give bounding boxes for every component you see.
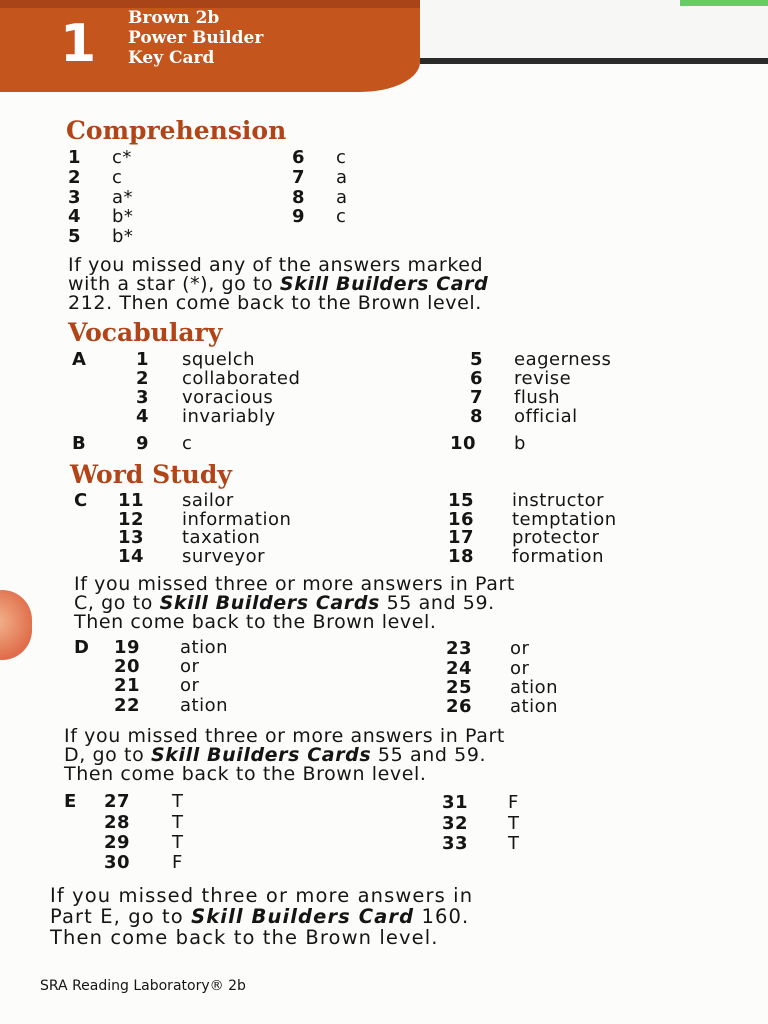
word-study-item <box>446 697 558 717</box>
item-number: 30 <box>104 852 131 873</box>
item-answer: instructor <box>512 490 605 511</box>
skill-builders-ref: Skill Builders Cards <box>159 592 380 614</box>
vocabulary-item <box>470 407 578 427</box>
card-title-line-1: Brown 2b <box>128 8 220 28</box>
item-answer: b* <box>112 206 134 227</box>
card-title <box>128 8 263 68</box>
item-number: 1 <box>68 147 82 168</box>
word-study-item <box>104 833 184 853</box>
comprehension-item <box>292 168 348 188</box>
item-answer: information <box>182 509 292 530</box>
note-text: D, go to <box>64 744 151 766</box>
part-label-d: D <box>74 637 90 658</box>
item-answer: c* <box>112 147 132 168</box>
item-answer: collaborated <box>182 368 301 389</box>
note-line: Then come back to the Brown level. <box>64 763 427 785</box>
item-answer: flush <box>514 387 561 408</box>
item-answer: protector <box>512 527 600 548</box>
item-answer: temptation <box>512 509 617 530</box>
item-answer: voracious <box>182 387 274 408</box>
part-label-a: A <box>72 349 87 370</box>
vocabulary-item <box>450 434 526 454</box>
item-number: 18 <box>448 546 475 567</box>
word-study-item <box>448 528 599 548</box>
item-answer: or <box>180 675 200 696</box>
item-number: 6 <box>292 147 306 168</box>
word-study-item <box>104 853 183 873</box>
item-answer: or <box>510 638 530 659</box>
comprehension-title: Comprehension <box>66 116 287 145</box>
item-answer: ation <box>510 677 559 698</box>
comprehension-item <box>68 188 133 208</box>
item-number: 29 <box>104 832 131 853</box>
note-text: 55 and 59. <box>379 592 495 614</box>
item-answer: or <box>180 656 200 677</box>
item-number: 33 <box>442 833 469 854</box>
word-study-item <box>442 793 519 813</box>
item-number: 1 <box>136 349 150 370</box>
vocabulary-title: Vocabulary <box>68 318 223 347</box>
item-number: 11 <box>118 490 145 511</box>
item-number: 3 <box>136 387 150 408</box>
item-answer: c <box>336 206 347 227</box>
note-text: C, go to <box>74 592 160 614</box>
note-text: with a star (*), go to <box>68 273 280 295</box>
note-text: 160. <box>414 905 470 928</box>
item-number: 28 <box>104 812 131 833</box>
word-study-item <box>114 657 199 677</box>
skill-builders-ref: Skill Builders Card <box>191 905 415 928</box>
item-answer: a <box>336 167 348 188</box>
item-number: 2 <box>136 368 150 389</box>
note-line <box>50 906 473 927</box>
word-study-item <box>114 638 228 658</box>
item-answer: c <box>112 167 123 188</box>
word-study-item <box>446 659 529 679</box>
note-line: If you missed any of the answers marked <box>68 254 484 276</box>
footer-credit: SRA Reading Laboratory® 2b <box>40 978 246 994</box>
item-number: 19 <box>114 637 141 658</box>
part-d-note <box>64 727 505 784</box>
vocabulary-item <box>470 369 571 389</box>
note-line: If you missed three or more answers in Part <box>74 573 515 595</box>
vocabulary-item <box>136 407 276 427</box>
item-answer: a <box>336 187 348 208</box>
item-number: 22 <box>114 695 141 716</box>
word-study-item <box>442 814 520 834</box>
item-number: 4 <box>68 206 82 227</box>
note-line: Then come back to the Brown level. <box>50 926 439 949</box>
vocabulary-item <box>136 350 255 370</box>
word-study-item <box>442 834 520 854</box>
note-text: Part E, go to <box>50 905 192 928</box>
note-line: If you missed three or more answers in Part <box>64 725 505 747</box>
part-c-note <box>74 575 515 632</box>
word-study-item <box>446 678 558 698</box>
item-answer: a* <box>112 187 134 208</box>
word-study-item <box>104 792 184 812</box>
item-answer: T <box>172 791 184 812</box>
item-number: 32 <box>442 813 469 834</box>
vocabulary-item <box>470 388 560 408</box>
item-number: 7 <box>470 387 484 408</box>
comprehension-item <box>292 148 346 168</box>
item-answer: c <box>336 147 347 168</box>
item-answer: T <box>172 832 184 853</box>
comprehension-item <box>68 227 133 247</box>
item-number: 3 <box>68 187 82 208</box>
comprehension-item <box>292 188 348 208</box>
word-study-item <box>104 813 184 833</box>
note-line: 212. Then come back to the Brown level. <box>68 292 482 314</box>
item-answer: ation <box>180 695 229 716</box>
card-title-line-3: Key Card <box>128 48 215 68</box>
item-number: 5 <box>470 349 484 370</box>
word-study-item <box>118 547 265 567</box>
item-answer: formation <box>512 546 604 567</box>
item-answer: T <box>508 833 520 854</box>
word-study-title: Word Study <box>70 460 232 489</box>
word-study-item <box>118 491 234 511</box>
item-number: 21 <box>114 675 141 696</box>
item-number: 13 <box>118 527 145 548</box>
item-number: 9 <box>136 433 150 454</box>
part-label-b: B <box>72 433 87 454</box>
skill-builders-ref: Skill Builders Card <box>279 273 489 295</box>
comprehension-item <box>68 148 132 168</box>
comprehension-item <box>292 207 346 227</box>
item-number: 2 <box>68 167 82 188</box>
item-number: 8 <box>292 187 306 208</box>
part-label-e: E <box>64 791 77 812</box>
item-number: 17 <box>448 527 475 548</box>
item-answer: revise <box>514 368 572 389</box>
vocabulary-item <box>470 350 611 370</box>
item-number: 9 <box>292 206 306 227</box>
item-answer: squelch <box>182 349 256 370</box>
item-answer: b* <box>112 226 134 247</box>
item-number: 4 <box>136 406 150 427</box>
item-answer: T <box>172 812 184 833</box>
item-answer: taxation <box>182 527 261 548</box>
word-study-item <box>448 491 604 511</box>
word-study-item <box>448 547 604 567</box>
note-line: If you missed three or more answers in <box>50 884 474 907</box>
item-number: 20 <box>114 656 141 677</box>
part-label-c: C <box>74 490 88 511</box>
word-study-item <box>118 528 260 548</box>
item-number: 8 <box>470 406 484 427</box>
word-study-item <box>446 639 529 659</box>
item-number: 7 <box>292 167 306 188</box>
note-line: Then come back to the Brown level. <box>74 611 437 633</box>
word-study-item <box>114 696 228 716</box>
level-number: 1 <box>60 14 97 74</box>
item-answer: b <box>514 433 526 454</box>
item-answer: invariably <box>182 406 276 427</box>
item-number: 23 <box>446 638 473 659</box>
part-e-note <box>50 885 473 948</box>
vocabulary-item <box>136 369 300 389</box>
item-number: 27 <box>104 791 131 812</box>
item-answer: eagerness <box>514 349 612 370</box>
item-answer: official <box>514 406 578 427</box>
item-answer: F <box>172 852 183 873</box>
note-text: 55 and 59. <box>371 744 487 766</box>
header-green-accent <box>680 0 768 6</box>
item-number: 15 <box>448 490 475 511</box>
item-number: 10 <box>450 433 477 454</box>
item-answer: surveyor <box>182 546 265 567</box>
comprehension-item <box>68 168 122 188</box>
item-answer: ation <box>510 696 559 717</box>
item-answer: T <box>508 813 520 834</box>
item-answer: sailor <box>182 490 234 511</box>
comprehension-item <box>68 207 133 227</box>
item-number: 26 <box>446 696 473 717</box>
item-number: 12 <box>118 509 145 530</box>
header-divider-line <box>420 58 768 64</box>
vocabulary-item <box>136 434 192 454</box>
item-number: 14 <box>118 546 145 567</box>
item-answer: ation <box>180 637 229 658</box>
item-number: 25 <box>446 677 473 698</box>
item-number: 6 <box>470 368 484 389</box>
comprehension-note <box>68 256 488 313</box>
item-answer: or <box>510 658 530 679</box>
thumb-photo <box>0 590 32 660</box>
item-number: 24 <box>446 658 473 679</box>
item-number: 31 <box>442 792 469 813</box>
card-title-line-2: Power Builder <box>128 28 264 48</box>
item-answer: F <box>508 792 519 813</box>
item-answer: c <box>182 433 193 454</box>
skill-builders-ref: Skill Builders Cards <box>150 744 372 766</box>
vocabulary-item <box>136 388 273 408</box>
item-number: 5 <box>68 226 82 247</box>
item-number: 16 <box>448 509 475 530</box>
header-paper-strip <box>380 0 768 58</box>
word-study-item <box>114 676 199 696</box>
